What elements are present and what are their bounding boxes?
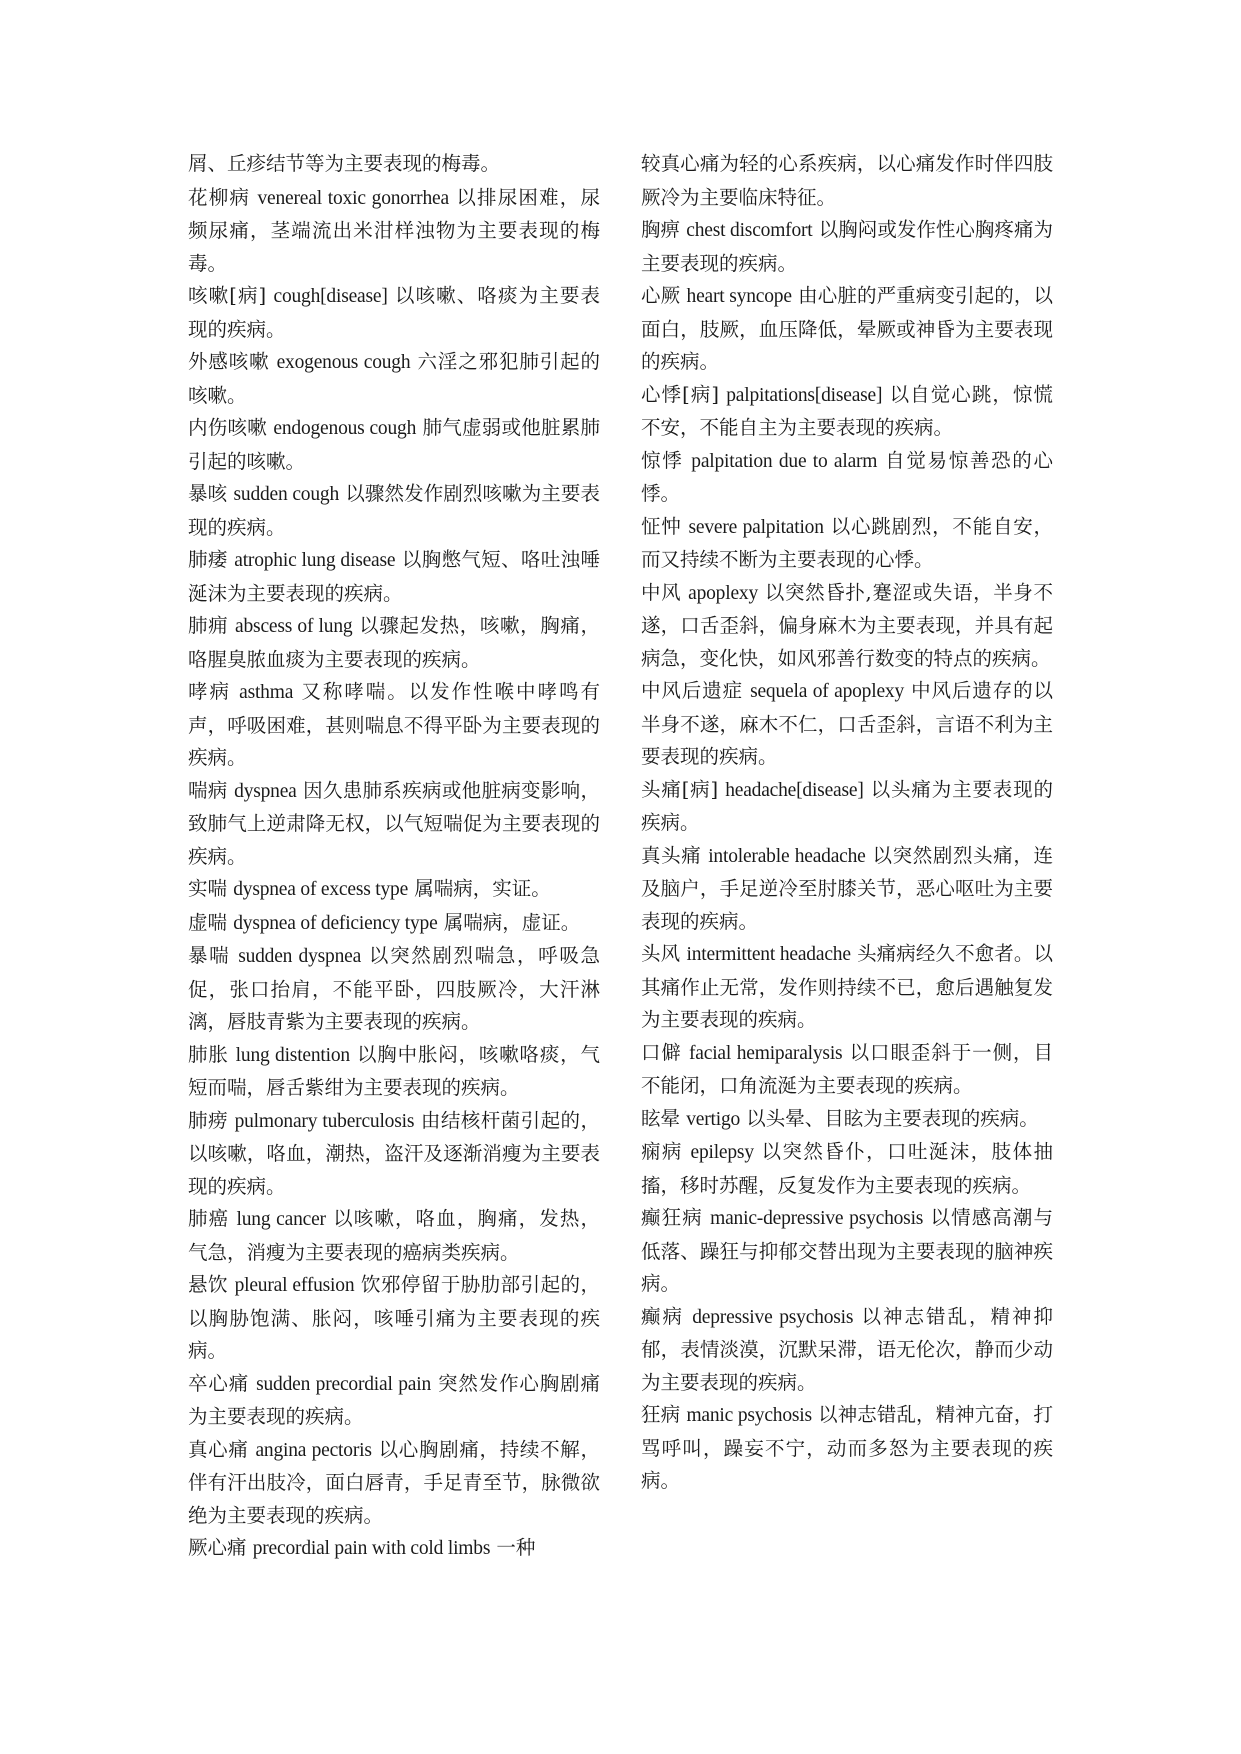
entry-definition: 饮邪停留于胁肋部引起的，以胸胁饱满、胀闷，咳唾引痛为主要表现的疾病。 (188, 1273, 600, 1362)
entry-english: manic-depressive psychosis (710, 1208, 924, 1229)
entry-term: 外感咳嗽 (188, 350, 270, 373)
glossary-entry (188, 775, 600, 874)
entry-definition: 头痛病经久不愈者。以其痛作止无常，发作则持续不已，愈后遇触复发为主要表现的疾病。 (641, 942, 1053, 1031)
entry-term: 眩晕 (641, 1106, 681, 1130)
entry-definition: 以心跳剧烈，不能自安，而又持续不断为主要表现的心悸。 (641, 514, 1053, 571)
entry-english: endogenous cough (273, 418, 417, 439)
entry-english: intermittent headache (686, 944, 851, 965)
entry-english: depressive psychosis (692, 1306, 854, 1328)
entry-english: asthma (239, 682, 294, 703)
entry-english: sudden dyspnea (238, 946, 362, 967)
entry-term: 中风后遗症 (641, 679, 743, 702)
glossary-entry (188, 182, 600, 281)
entry-definition: 由心脏的严重病变引起的，以面白，肢厥，血压降低，晕厥或神昏为主要表现的疾病。 (641, 284, 1053, 373)
glossary-entry (188, 346, 600, 412)
entry-definition: 以胸憋气短、咯吐浊唾涎沫为主要表现的疾病。 (188, 548, 600, 605)
entry-term: 头痛[病] (641, 777, 719, 801)
glossary-entry (188, 1269, 600, 1368)
entry-definition: 以心胸剧痛，持续不解，伴有汗出肢冷，面白唇青，手足青至节，脉微欲绝为主要表现的疾病。 (188, 1437, 600, 1527)
entry-english: palpitation due to alarm (691, 450, 878, 472)
entry-english: dyspnea of excess type (233, 879, 409, 900)
glossary-entry (641, 840, 1053, 939)
entry-term: 内伤咳嗽 (188, 416, 267, 439)
entry-definition: 以情感高潮与低落、躁狂与抑郁交替出现为主要表现的脑神疾病。 (641, 1206, 1053, 1295)
glossary-entry (188, 940, 600, 1039)
entry-definition: 一种 (496, 1536, 536, 1559)
entry-term: 狂病 (641, 1403, 681, 1426)
glossary-entry (641, 379, 1053, 445)
entry-definition: 以口眼歪斜于一侧，目不能闭，口角流涎为主要表现的疾病。 (641, 1040, 1053, 1097)
entry-english: chest discomfort (686, 220, 813, 241)
entry-definition: 以突然昏仆，口吐涎沫，肢体抽搐，移时苏醒，反复发作为主要表现的疾病。 (641, 1140, 1053, 1197)
entry-english: dyspnea of deficiency type (233, 912, 438, 934)
glossary-entry (188, 610, 600, 676)
entry-english: vertigo (686, 1108, 741, 1130)
glossary-entry (641, 1301, 1053, 1400)
glossary-entry (188, 1105, 600, 1204)
entry-definition: 属喘病，实证。 (414, 877, 551, 900)
entry-english: abscess of lung (235, 616, 353, 637)
entry-english: angina pectoris (255, 1439, 372, 1461)
glossary-entry (641, 148, 1053, 214)
entry-english: dyspnea (234, 780, 297, 802)
entry-definition: 由结核杆菌引起的，以咳嗽，咯血，潮热，盗汗及逐渐消瘦为主要表现的疾病。 (188, 1108, 600, 1198)
entry-definition: 以神志错乱，精神亢奋，打骂呼叫，躁妄不宁，动而多怒为主要表现的疾病。 (641, 1403, 1053, 1492)
glossary-entry (188, 544, 600, 610)
entry-english: lung distention (235, 1044, 350, 1066)
glossary-entry (641, 511, 1053, 577)
entry-term: 痫病 (641, 1140, 683, 1163)
entry-definition: 以咳嗽、咯痰为主要表现的疾病。 (188, 284, 600, 341)
entry-term: 怔忡 (641, 514, 682, 538)
glossary-entry (641, 214, 1053, 280)
glossary-entry (188, 873, 600, 907)
entry-definition: 较真心痛为轻的心系疾病，以心痛发作时伴四肢厥冷为主要临床特征。 (641, 152, 1053, 209)
entry-definition: 中风后遗存的以半身不遂，麻木不仁，口舌歪斜，言语不利为主要表现的疾病。 (641, 679, 1053, 768)
entry-term: 肺癌 (188, 1207, 230, 1230)
entry-term: 肺胀 (188, 1042, 229, 1066)
glossary-entry (641, 1103, 1053, 1137)
entry-term: 暴喘 (188, 944, 231, 967)
entry-term: 卒心痛 (188, 1371, 250, 1395)
entry-definition: 因久患肺系疾病或他脏病变影响，致肺气上逆肃降无权，以气短喘促为主要表现的疾病。 (188, 778, 600, 868)
entry-english: palpitations[disease] (726, 384, 883, 406)
glossary-entry (641, 280, 1053, 379)
glossary-entry (188, 412, 600, 478)
entry-definition: 又称哮喘。以发作性喉中哮鸣有声，呼吸困难，甚则喘息不得平卧为主要表现的疾病。 (188, 680, 600, 769)
entry-definition: 以头痛为主要表现的疾病。 (641, 777, 1054, 834)
entry-definition: 六淫之邪犯肺引起的咳嗽。 (188, 350, 600, 407)
entry-definition: 以头晕、目眩为主要表现的疾病。 (746, 1106, 1039, 1130)
glossary-entry (188, 1203, 600, 1269)
glossary-entry (641, 1202, 1053, 1301)
entry-definition: 肺气虚弱或他脏累肺引起的咳嗽。 (188, 416, 600, 473)
entry-term: 肺痨 (188, 1108, 228, 1132)
entry-term: 哮病 (188, 680, 231, 703)
glossary-entry (641, 1399, 1053, 1498)
entry-english: headache[disease] (725, 779, 864, 801)
glossary-entry (188, 1434, 600, 1533)
entry-definition: 自觉易惊善恐的心悸。 (641, 448, 1053, 505)
entry-english: pleural effusion (234, 1275, 355, 1296)
left-column (188, 148, 600, 1566)
entry-english: manic psychosis (686, 1405, 812, 1426)
entry-term: 惊悸 (641, 448, 684, 472)
entry-english: precordial pain with cold limbs (252, 1538, 491, 1559)
entry-english: exogenous cough (276, 352, 411, 373)
entry-definition: 以突然昏扑,蹇涩或失语，半身不遂，口舌歪斜，偏身麻木为主要表现，并具有起病急，变化快，如风邪善行数变的特点的疾病。 (641, 580, 1053, 670)
entry-term: 中风 (641, 580, 682, 604)
entry-english: severe palpitation (688, 516, 824, 538)
entry-definition: 以骤然发作剧烈咳嗽为主要表现的疾病。 (188, 482, 601, 539)
entry-english: venereal toxic gonorrhea (257, 187, 449, 209)
entry-term: 虚喘 (188, 910, 228, 934)
entry-term: 咳嗽[病] (188, 284, 267, 307)
glossary-entry (188, 1039, 600, 1105)
entry-term: 花柳病 (188, 185, 251, 209)
glossary-entry (188, 478, 600, 544)
entry-definition: 屑、丘疹结节等为主要表现的梅毒。 (188, 152, 501, 175)
glossary-entry (641, 1136, 1053, 1202)
right-column (641, 148, 1053, 1498)
glossary-entry (188, 907, 600, 941)
glossary-entry (641, 938, 1053, 1037)
entry-definition: 以骤起发热，咳嗽，胸痛，咯腥臭脓血痰为主要表现的疾病。 (188, 614, 600, 671)
entry-term: 实喘 (188, 877, 228, 900)
glossary-entry (188, 1368, 600, 1434)
entry-term: 真头痛 (641, 843, 702, 867)
entry-english: cough[disease] (273, 286, 388, 307)
entry-term: 肺痈 (188, 614, 229, 637)
entry-term: 癫病 (641, 1304, 685, 1328)
glossary-entry (188, 676, 600, 775)
entry-definition: 以咳嗽，咯血，胸痛，发热，气急，消瘦为主要表现的癌病类疾病。 (188, 1207, 600, 1264)
entry-english: pulmonary tuberculosis (234, 1110, 415, 1132)
glossary-entry (641, 774, 1053, 840)
entry-english: sudden cough (233, 484, 339, 505)
glossary-entry (188, 148, 600, 182)
glossary-entry (188, 1532, 600, 1566)
entry-definition: 以自觉心跳，惊慌不安，不能自主为主要表现的疾病。 (641, 382, 1053, 439)
entry-term: 暴咳 (188, 482, 228, 505)
entry-term: 厥心痛 (188, 1536, 247, 1559)
entry-definition: 属喘病，虚证。 (443, 910, 581, 934)
glossary-entry (641, 1037, 1053, 1103)
entry-definition: 以排尿困难，尿频尿痛，茎端流出米泔样浊物为主要表现的梅毒。 (188, 185, 600, 275)
entry-english: intolerable headache (708, 845, 866, 867)
entry-english: sequela of apoplexy (750, 681, 905, 702)
entry-english: lung cancer (236, 1209, 326, 1230)
entry-definition: 以神志错乱，精神抑郁，表情淡漠，沉默呆滞，语无伦次，静而少动为主要表现的疾病。 (641, 1304, 1053, 1394)
entry-english: apoplexy (688, 582, 759, 604)
entry-english: sudden precordial pain (256, 1373, 431, 1395)
glossary-entry (641, 445, 1053, 511)
entry-term: 悬饮 (188, 1273, 228, 1296)
entry-term: 口僻 (641, 1040, 682, 1064)
glossary-entry (641, 675, 1053, 774)
glossary-entry (641, 577, 1053, 676)
entry-term: 心厥 (641, 284, 681, 307)
entry-term: 肺痿 (188, 548, 228, 571)
entry-term: 头风 (641, 942, 681, 965)
entry-term: 喘病 (188, 778, 228, 802)
entry-english: heart syncope (686, 286, 792, 307)
entry-definition: 以突然剧烈喘急，呼吸急促，张口抬肩，不能平卧，四肢厥冷，大汗淋漓，唇肢青紫为主要表现的疾病。 (188, 944, 600, 1033)
entry-term: 癫狂病 (641, 1206, 703, 1229)
entry-term: 真心痛 (188, 1437, 249, 1461)
entry-english: facial hemiparalysis (689, 1042, 843, 1064)
entry-english: atrophic lung disease (234, 550, 396, 571)
entry-definition: 以胸中胀闷，咳嗽咯痰，气短而喘，唇舌紫绀为主要表现的疾病。 (188, 1042, 600, 1099)
entry-definition: 突然发作心胸剧痛为主要表现的疾病。 (188, 1371, 600, 1428)
entry-definition: 以突然剧烈头痛，连及脑户，手足逆冷至肘膝关节，恶心呕吐为主要表现的疾病。 (641, 843, 1053, 933)
entry-term: 心悸[病] (641, 382, 719, 406)
entry-english: epilepsy (690, 1142, 754, 1163)
entry-term: 胸痹 (641, 218, 681, 241)
entry-definition: 以胸闷或发作性心胸疼痛为主要表现的疾病。 (641, 218, 1053, 275)
glossary-entry (188, 280, 600, 346)
